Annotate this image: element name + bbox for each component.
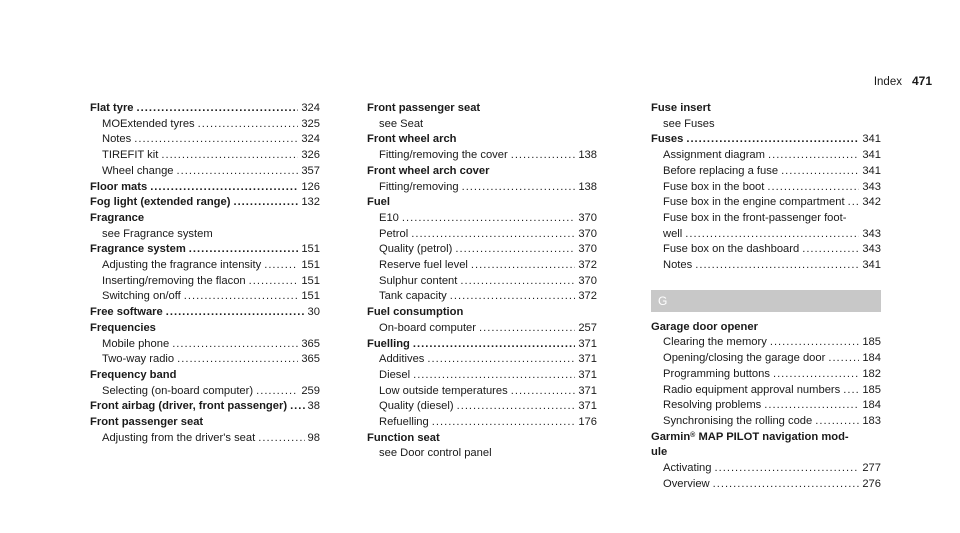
index-heading: Front wheel arch cover [367, 164, 490, 177]
index-heading: Fragrance [90, 211, 145, 224]
index-subentry[interactable]: Additives ..... 371 [367, 352, 597, 368]
index-subentry[interactable]: Synchronising the rolling code ..... 183 [651, 414, 881, 430]
index-title: Index [873, 76, 902, 88]
index-heading: Fuse insert [651, 102, 711, 114]
index-subentry[interactable]: Diesel ..... 371 [367, 368, 597, 384]
index-entry[interactable]: Free software ..... 30 [90, 305, 320, 321]
index-subentry[interactable]: Tank capacity ..... 372 [367, 289, 597, 305]
index-subentry[interactable]: Programming buttons ..... 182 [651, 367, 881, 383]
index-subentry[interactable]: Fuse box on the dashboard ..... 343 [651, 242, 881, 258]
index-heading: Front passenger seat [367, 102, 481, 114]
index-column-3 [651, 101, 881, 492]
index-subentry[interactable]: E10 ..... 370 [367, 211, 597, 227]
index-heading: Fuel [367, 196, 390, 209]
index-subentry[interactable]: Inserting/removing the flacon ..... 151 [90, 274, 320, 290]
index-subentry[interactable]: Opening/closing the garage door ..... 184 [651, 351, 881, 367]
see-reference[interactable]: see Fragrance system [102, 227, 213, 240]
index-heading: Garmin® MAP PILOT navigation mod- [651, 430, 849, 443]
index-subentry[interactable]: Overview ..... 276 [651, 477, 881, 493]
index-subentry[interactable]: Quality (diesel) ..... 371 [367, 399, 597, 415]
index-heading: Fuel consumption [367, 306, 464, 319]
index-entry[interactable]: Fuelling ..... 371 [367, 337, 597, 353]
index-entry[interactable]: Fog light (extended range) ..... 132 [90, 195, 320, 211]
index-subentry[interactable]: TIREFIT kit ..... 326 [90, 148, 320, 164]
page-header [874, 74, 932, 88]
index-subentry[interactable]: Switching on/off ..... 151 [90, 289, 320, 305]
index-subentry[interactable]: Clearing the memory ..... 185 [651, 335, 881, 351]
index-subentry[interactable]: Petrol ..... 370 [367, 227, 597, 243]
index-subentry[interactable]: Before replacing a fuse ..... 341 [651, 164, 881, 180]
index-heading: Front wheel arch [367, 133, 457, 146]
index-subentry[interactable]: Wheel change ..... 357 [90, 164, 320, 180]
index-subentry[interactable]: Quality (petrol) ..... 370 [367, 242, 597, 258]
index-entry[interactable]: Flat tyre ..... 324 [90, 101, 320, 117]
index-entry[interactable]: Fuses ..... 341 [651, 132, 881, 148]
index-subentry[interactable]: On-board computer ..... 257 [367, 321, 597, 337]
see-reference[interactable]: see Seat [379, 117, 424, 130]
index-subentry[interactable]: Fuse box in the engine compartment ..... 342 [651, 195, 881, 211]
index-heading: Frequency band [90, 368, 177, 381]
index-heading-continued: ule [651, 446, 668, 459]
index-subentry[interactable]: Assignment diagram ..... 341 [651, 148, 881, 164]
index-subentry[interactable]: Reserve fuel level ..... 372 [367, 258, 597, 274]
index-subentry[interactable]: Adjusting the fragrance intensity ..... 151 [90, 258, 320, 274]
index-subentry[interactable]: Fitting/removing ..... 138 [367, 180, 597, 196]
index-subentry[interactable]: Notes ..... 341 [651, 258, 881, 274]
index-subentry[interactable]: well ..... 343 [651, 227, 881, 243]
index-heading: Function seat [367, 431, 440, 444]
index-subentry[interactable]: Radio equipment approval numbers ..... 185 [651, 383, 881, 399]
index-subentry[interactable]: Mobile phone ..... 365 [90, 337, 320, 353]
index-subentry[interactable]: Refuelling ..... 176 [367, 415, 597, 431]
index-subentry[interactable]: Fuse box in the boot ..... 343 [651, 180, 881, 196]
index-subentry[interactable]: Resolving problems ..... 184 [651, 398, 881, 414]
index-subentry[interactable]: Fitting/removing the cover ..... 138 [367, 148, 597, 164]
index-subentry[interactable]: MOExtended tyres ..... 325 [90, 117, 320, 133]
index-heading: Front passenger seat [90, 416, 204, 429]
index-subentry[interactable]: Notes ..... 324 [90, 132, 320, 148]
index-subentry[interactable]: Selecting (on-board computer) ..... 259 [90, 384, 320, 400]
index-subentry[interactable]: Two-way radio ..... 365 [90, 352, 320, 368]
index-entry[interactable]: Floor mats ..... 126 [90, 180, 320, 196]
see-reference[interactable]: see Fuses [663, 117, 715, 130]
see-reference[interactable]: see Door control panel [379, 447, 492, 460]
index-subentry[interactable]: Activating ..... 277 [651, 461, 881, 477]
index-subentry[interactable]: Low outside temperatures ..... 371 [367, 384, 597, 400]
index-subentry[interactable]: Sulphur content ..... 370 [367, 274, 597, 290]
section-letter-bar: G [651, 290, 881, 312]
index-entry[interactable]: Fragrance system ..... 151 [90, 242, 320, 258]
index-subentry[interactable]: Adjusting from the driver's seat ..... 98 [90, 431, 320, 447]
index-column-1 [90, 101, 320, 446]
index-subentry-wrapped[interactable]: Fuse box in the front-passenger foot- [663, 211, 847, 224]
index-heading: Frequencies [90, 321, 156, 334]
index-heading: Garage door opener [651, 320, 758, 333]
page-number: 471 [911, 74, 932, 88]
index-column-2 [367, 101, 597, 462]
index-entry[interactable]: Front airbag (driver, front passenger) ..... 38 [90, 399, 320, 415]
